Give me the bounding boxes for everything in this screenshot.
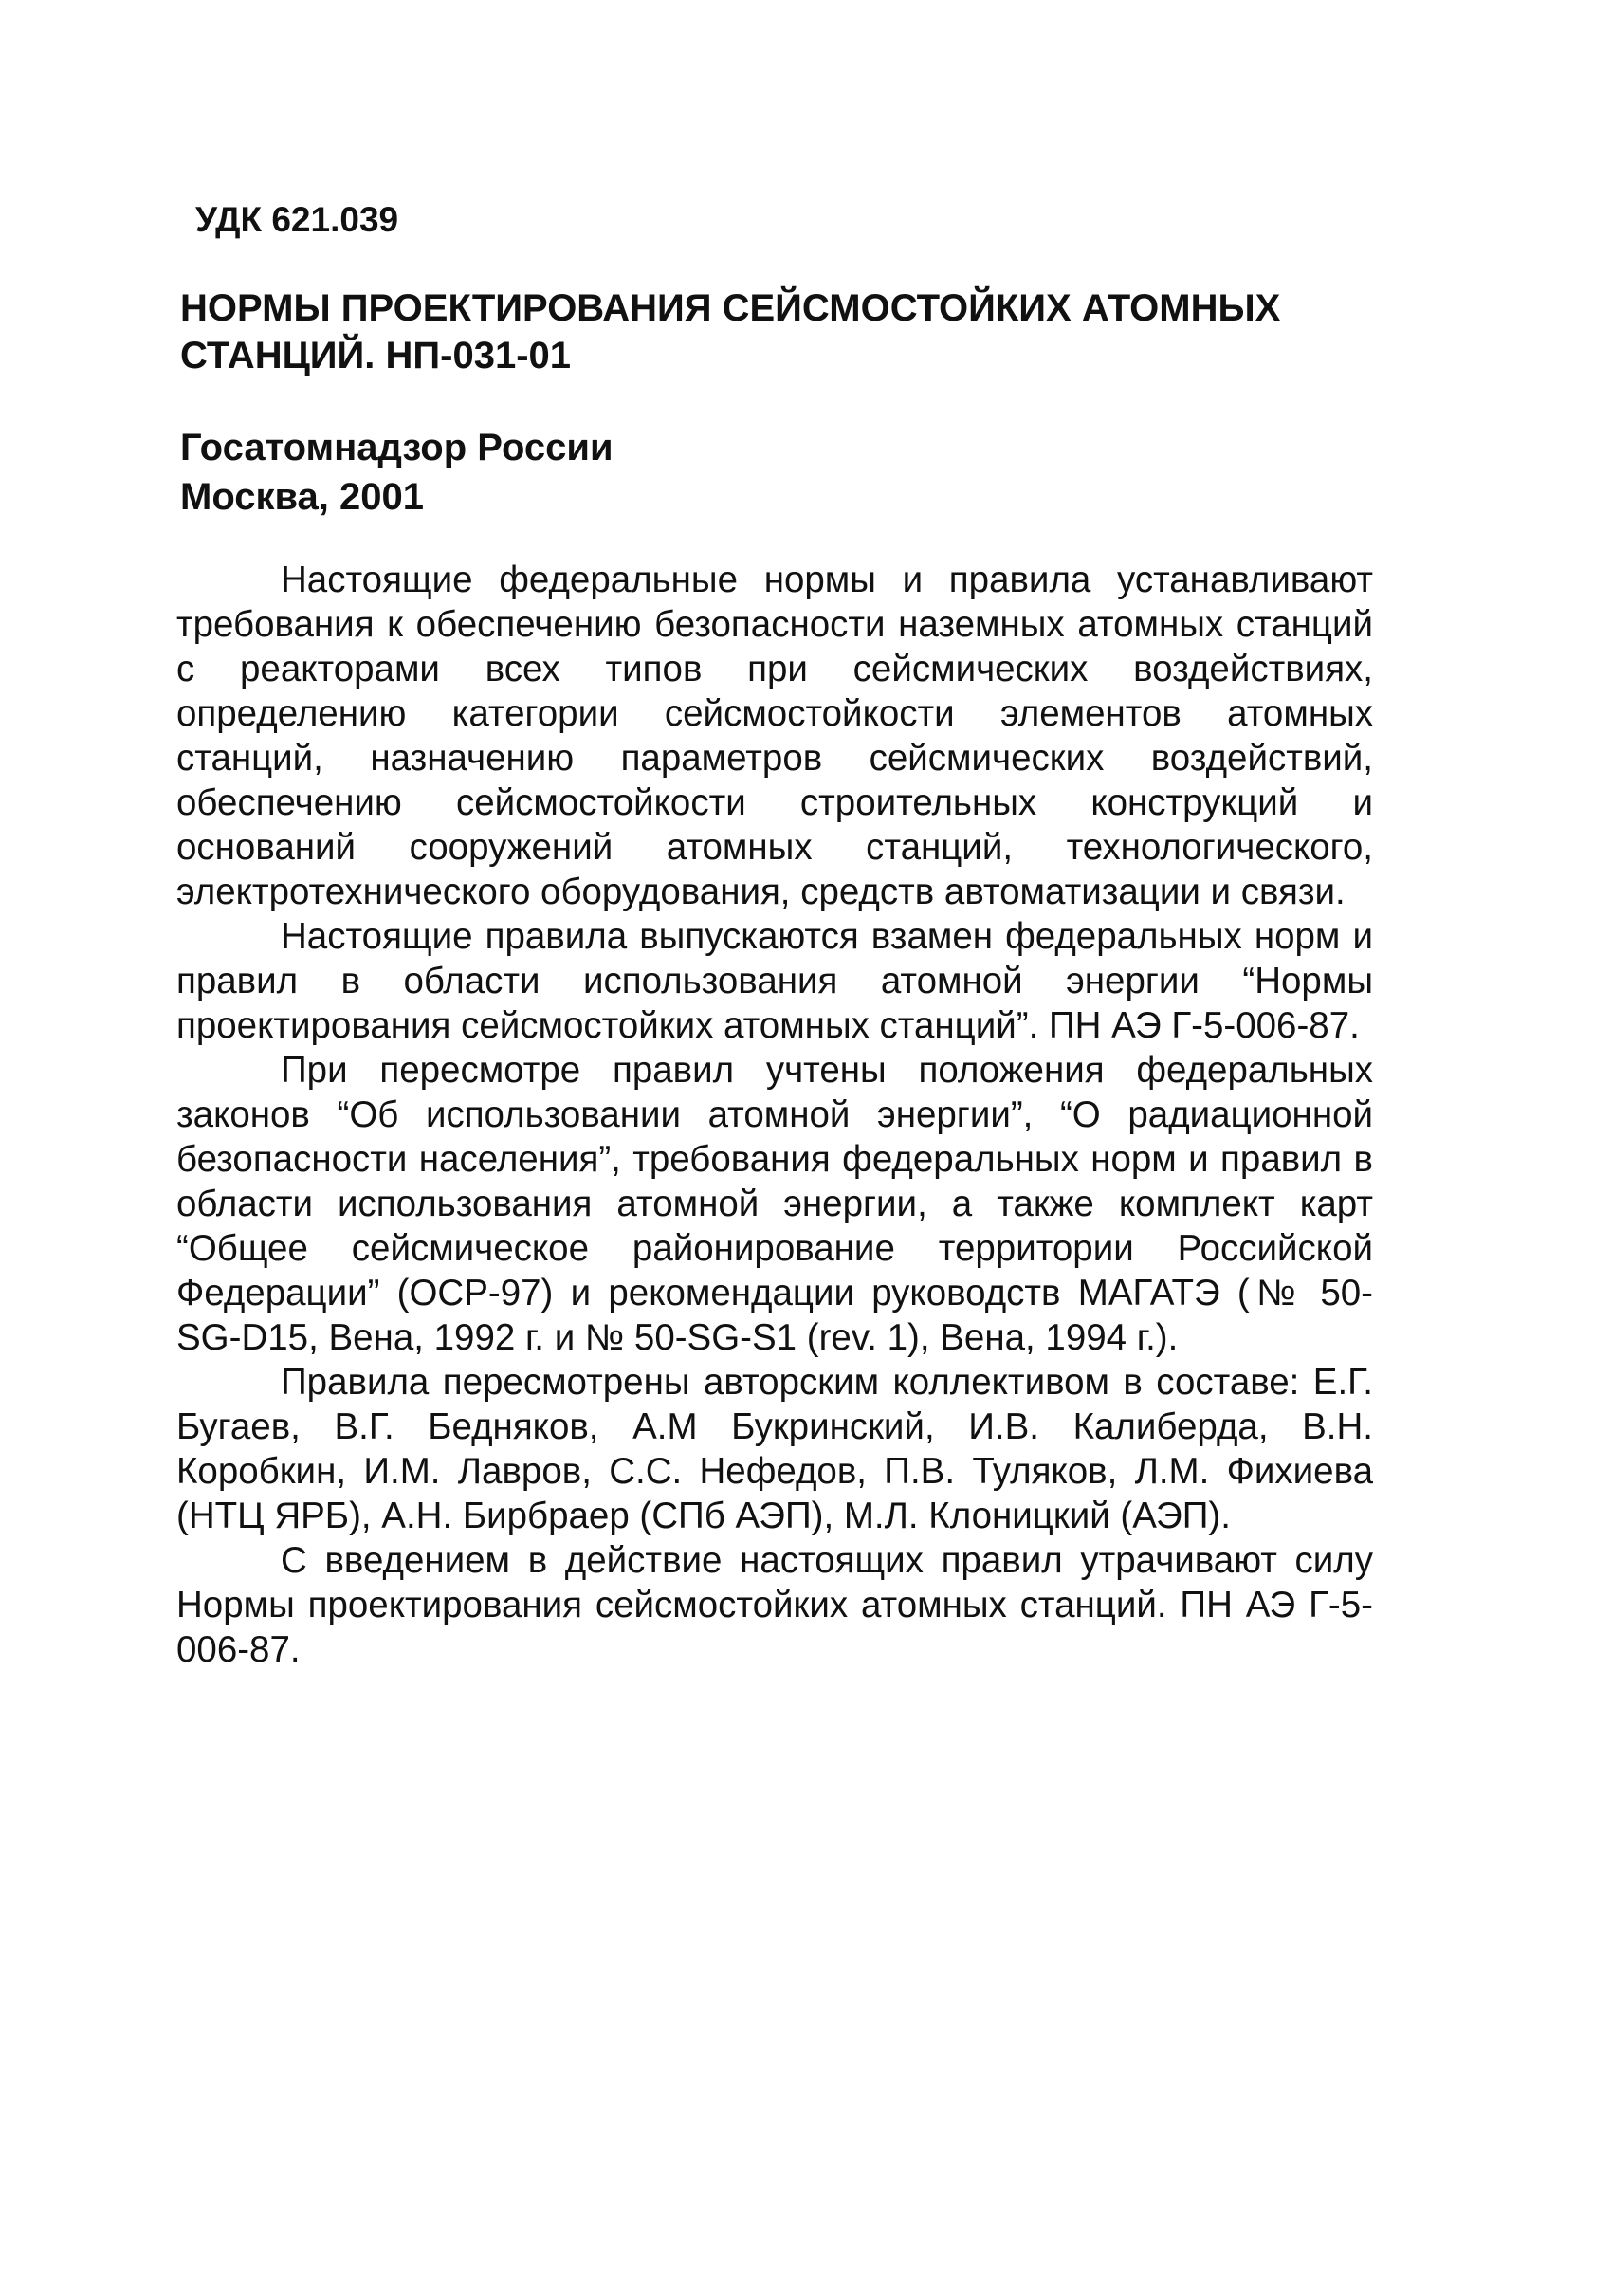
document-body	[176, 558, 1373, 1672]
paragraph-replacement: Настоящие правила выпускаются взамен федеральных норм и правил в области использования атомной энергии “Нормы проектирования сейсмостойких атомных станций”. ПН АЭ Г-5-006-87.	[176, 916, 1373, 1046]
publisher-block	[180, 423, 614, 522]
paragraph-authors: Правила пересмотрены авторским коллективом в составе: Е.Г. Бугаев, В.Г. Бедняков, А.М Букринский, И.В. Калиберда, В.Н. Коробкин, И.М. Лавров, С.С. Нефедов, П.В. Туляков, Л.М. Фихиева (НТЦ ЯРБ), А.Н. Бирбраер (СПб АЭП), М.Л. Клоницкий (АЭП).	[176, 1362, 1373, 1536]
paragraph-supersedes: С введением в действие настоящих правил утрачивают силу Нормы проектирования сейсмостойких атомных станций. ПН АЭ Г-5-006-87.	[176, 1540, 1373, 1670]
publisher-organization: Госатомнадзор России	[180, 427, 614, 468]
udk-code: УДК 621.039	[195, 200, 399, 239]
document-title: НОРМЫ ПРОЕКТИРОВАНИЯ СЕЙСМОСТОЙКИХ АТОМНЫХ СТАНЦИЙ. НП-031-01	[180, 287, 1281, 377]
paragraph-revision-basis: При пересмотре правил учтены положения федеральных законов “Об использовании атомной энергии”, “О радиационной безопасности населения”, требования федеральных норм и правил в области использования атомной энергии, а также комплект карт “Общее сейсмическое районирование территории Российской Федерации” (ОСР-97) и рекомендации руководств МАГАТЭ (№ 50-SG-D15, Вена, 1992 г. и № 50-SG-S1 (rev. 1), Вена, 1994 г.).	[176, 1050, 1373, 1358]
publisher-place-year: Москва, 2001	[180, 476, 425, 518]
paragraph-scope: Настоящие федеральные нормы и правила устанавливают требования к обеспечению безопасности наземных атомных станций с реакторами всех типов при сейсмических воздействиях, определению категории сейсмостойкости элементов атомных станций, назначению параметров сейсмических воздействий, обеспечению сейсмостойкости строительных конструкций и оснований сооружений атомных станций, технологического, электротехнического оборудования, средств автоматизации и связи.	[176, 560, 1373, 912]
